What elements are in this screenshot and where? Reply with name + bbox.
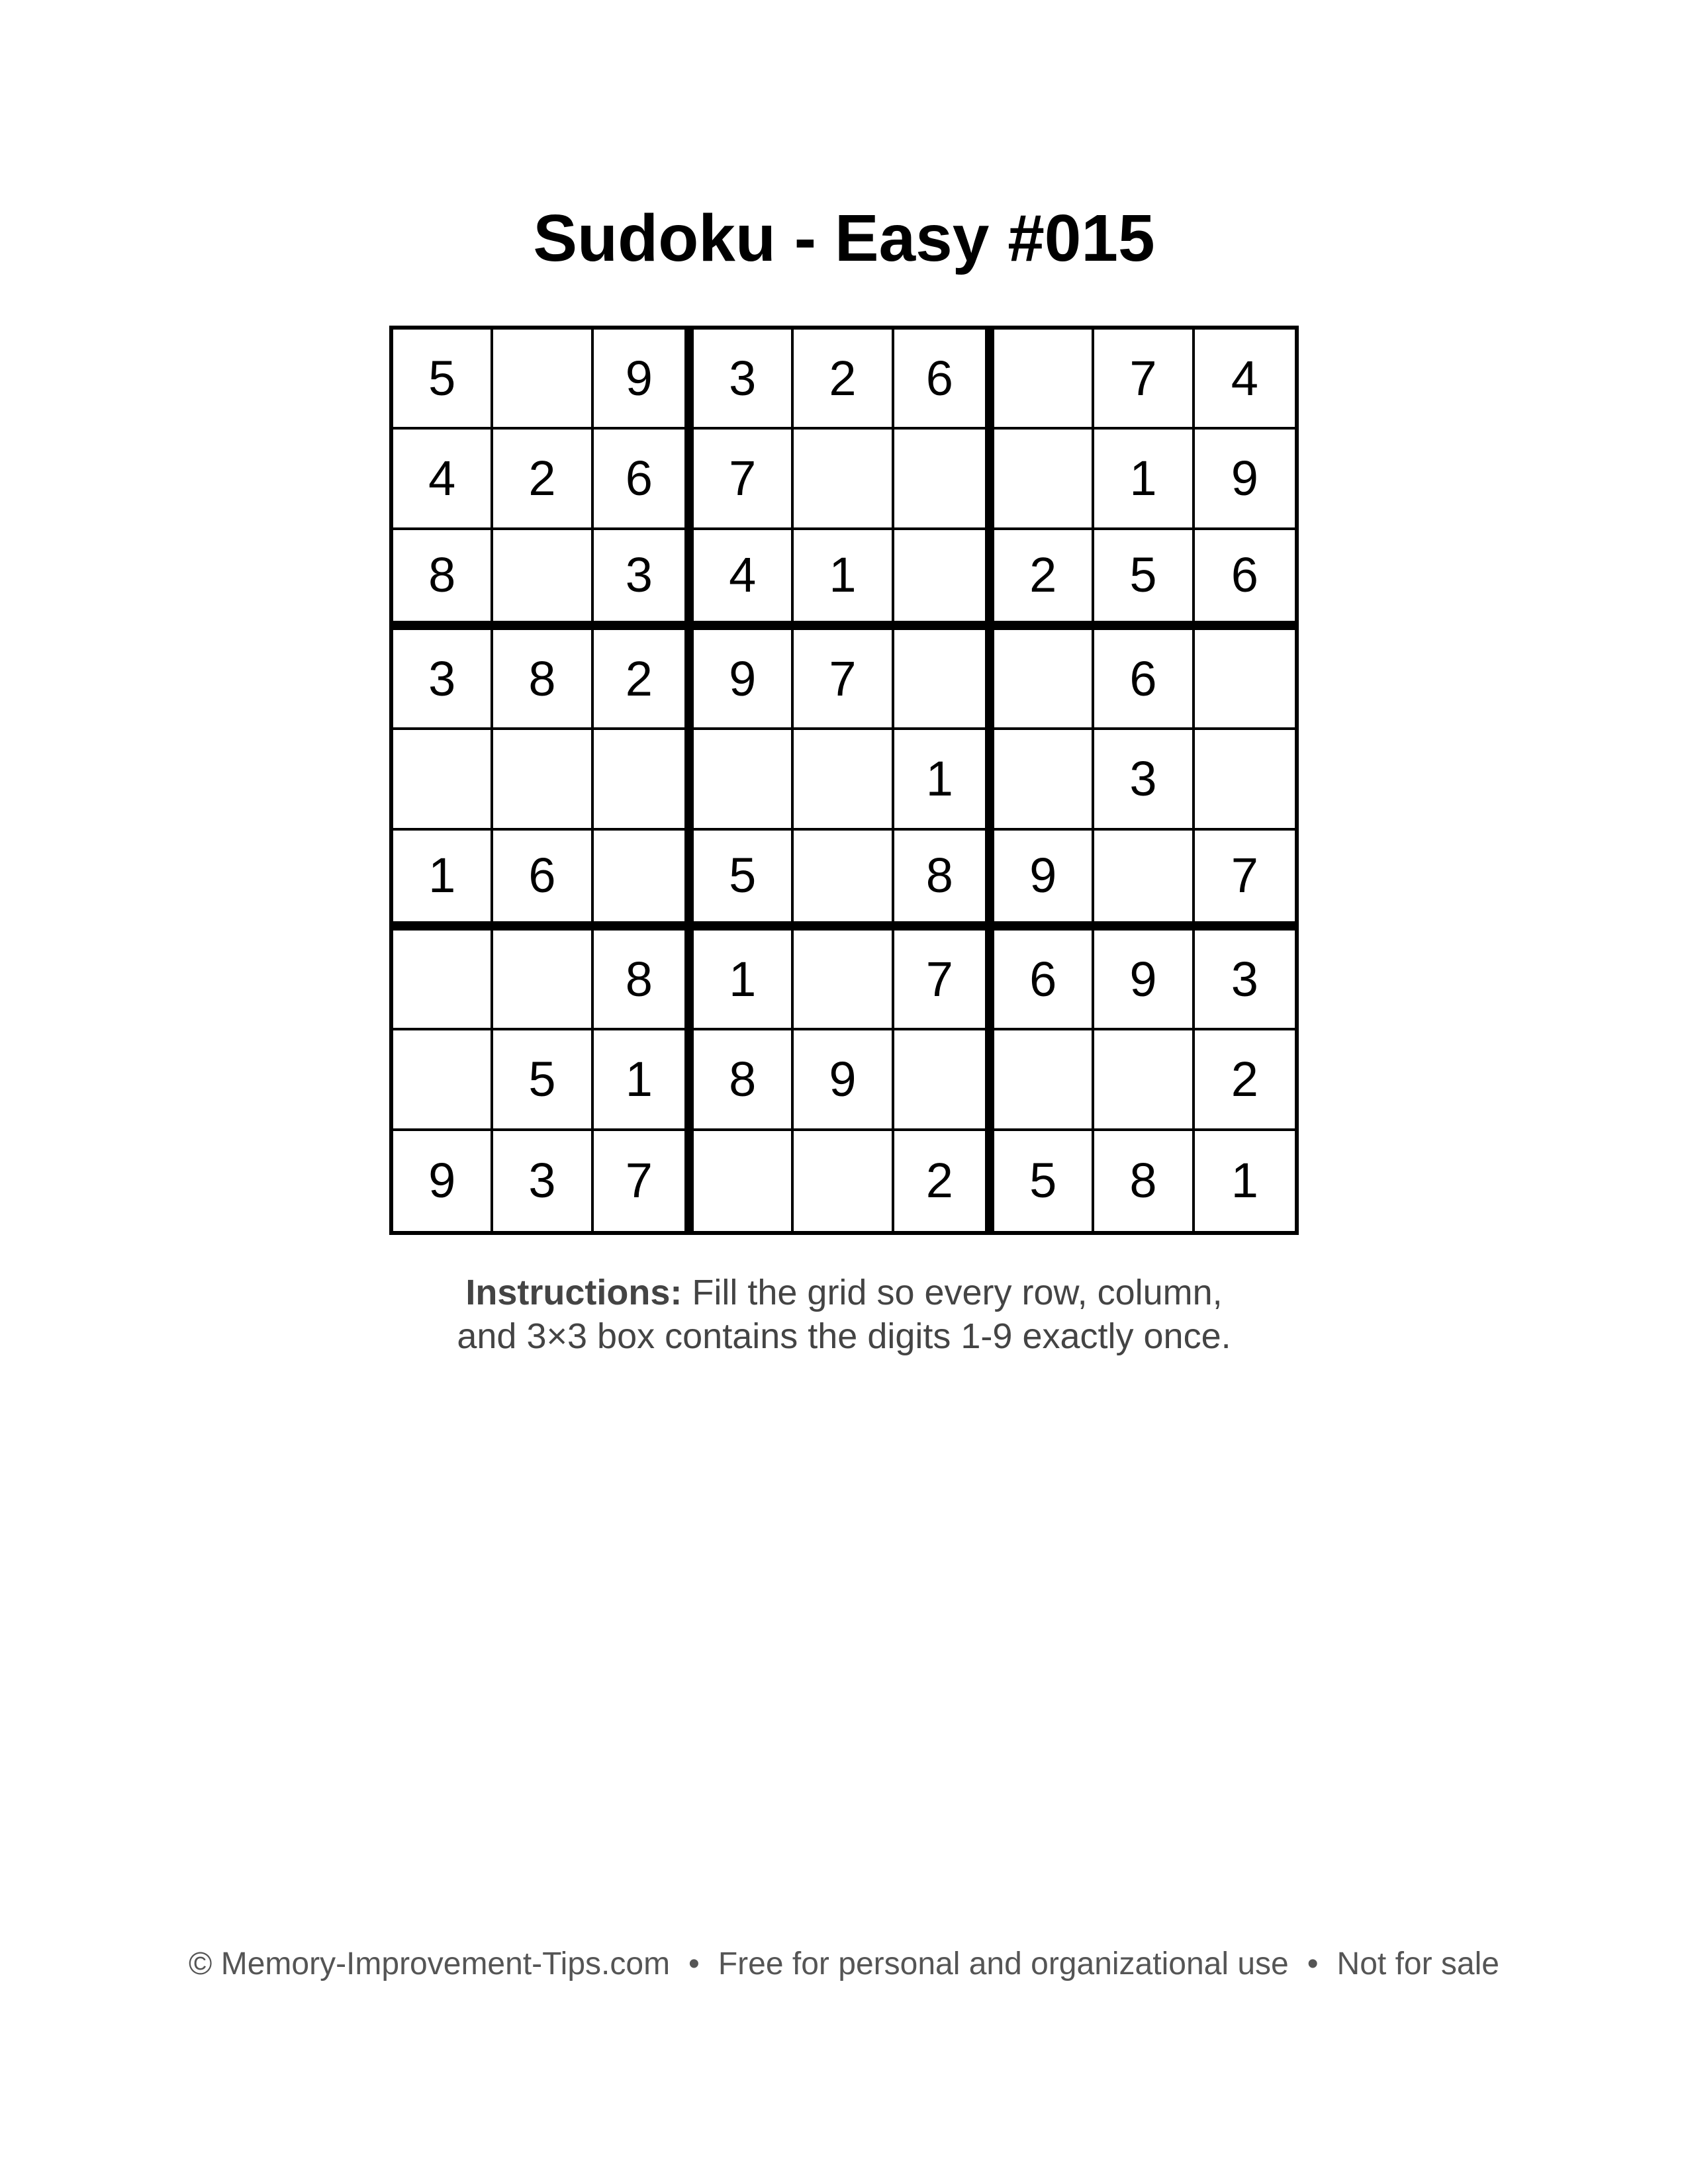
given-cell: 5	[393, 330, 493, 430]
empty-cell[interactable]	[493, 931, 593, 1030]
given-cell: 8	[594, 931, 694, 1030]
empty-cell[interactable]	[393, 730, 493, 830]
given-cell: 3	[393, 630, 493, 730]
given-cell: 6	[594, 430, 694, 529]
empty-cell[interactable]	[1094, 831, 1194, 931]
given-cell: 4	[694, 530, 794, 630]
given-cell: 2	[794, 330, 894, 430]
given-cell: 2	[894, 1131, 994, 1231]
footer-usage-note: Free for personal and organizational use	[718, 1946, 1289, 1981]
empty-cell[interactable]	[994, 630, 1094, 730]
footer-separator: •	[1307, 1946, 1319, 1981]
given-cell: 6	[493, 831, 593, 931]
footer-copyright: © Memory-Improvement-Tips.com	[189, 1946, 671, 1981]
given-cell: 5	[1094, 530, 1194, 630]
given-cell: 9	[694, 630, 794, 730]
given-cell: 2	[1195, 1030, 1295, 1130]
empty-cell[interactable]	[393, 1030, 493, 1130]
given-cell: 1	[393, 831, 493, 931]
given-cell: 8	[694, 1030, 794, 1130]
given-cell: 1	[1094, 430, 1194, 529]
empty-cell[interactable]	[994, 330, 1094, 430]
given-cell: 3	[594, 530, 694, 630]
given-cell: 9	[1195, 430, 1295, 529]
empty-cell[interactable]	[594, 831, 694, 931]
given-cell: 8	[493, 630, 593, 730]
given-cell: 1	[894, 730, 994, 830]
given-cell: 7	[1094, 330, 1194, 430]
instructions-text-line-2: and 3×3 box contains the digits 1-9 exactly once.	[457, 1316, 1231, 1356]
given-cell: 4	[393, 430, 493, 529]
given-cell: 9	[1094, 931, 1194, 1030]
empty-cell[interactable]	[794, 1131, 894, 1231]
given-cell: 3	[1094, 730, 1194, 830]
empty-cell[interactable]	[493, 530, 593, 630]
given-cell: 7	[594, 1131, 694, 1231]
given-cell: 6	[994, 931, 1094, 1030]
given-cell: 8	[894, 831, 994, 931]
given-cell: 9	[794, 1030, 894, 1130]
given-cell: 4	[1195, 330, 1295, 430]
empty-cell[interactable]	[794, 831, 894, 931]
empty-cell[interactable]	[994, 730, 1094, 830]
given-cell: 1	[694, 931, 794, 1030]
given-cell: 9	[393, 1131, 493, 1231]
given-cell: 5	[994, 1131, 1094, 1231]
given-cell: 3	[1195, 931, 1295, 1030]
given-cell: 1	[1231, 1153, 1258, 1208]
given-cell: 6	[894, 330, 994, 430]
empty-cell[interactable]	[694, 730, 794, 830]
empty-cell[interactable]	[1195, 630, 1295, 730]
page-title: Sudoku - Easy #015	[533, 201, 1155, 275]
instructions-label: Instructions:	[465, 1273, 682, 1312]
empty-cell[interactable]	[794, 931, 894, 1030]
instructions	[0, 1271, 1688, 1358]
empty-cell[interactable]	[894, 530, 994, 630]
given-cell: 7	[794, 630, 894, 730]
empty-cell[interactable]	[894, 1030, 994, 1130]
instructions-text-line-1: Fill the grid so every row, column,	[692, 1273, 1223, 1312]
empty-cell[interactable]	[393, 931, 493, 1030]
given-cell: 7	[894, 931, 994, 1030]
given-cell: 5	[694, 831, 794, 931]
empty-cell[interactable]	[493, 330, 593, 430]
empty-cell[interactable]	[794, 430, 894, 529]
given-cell: 2	[493, 430, 593, 529]
given-cell: 1	[594, 1030, 694, 1130]
empty-cell[interactable]	[694, 1131, 794, 1231]
empty-cell[interactable]	[794, 730, 894, 830]
given-cell: 3	[694, 330, 794, 430]
footer-separator: •	[688, 1946, 700, 1981]
empty-cell[interactable]	[1195, 730, 1295, 830]
given-cell: 3	[493, 1131, 593, 1231]
empty-cell[interactable]	[994, 430, 1094, 529]
empty-cell[interactable]	[994, 1030, 1094, 1130]
given-cell: 2	[594, 630, 694, 730]
given-cell: 7	[1195, 831, 1295, 931]
given-cell: 7	[694, 430, 794, 529]
given-cell: 9	[594, 330, 694, 430]
given-cell: 9	[994, 831, 1094, 931]
sudoku-grid	[389, 326, 1299, 1235]
empty-cell[interactable]	[894, 630, 994, 730]
empty-cell[interactable]	[1094, 1030, 1194, 1130]
given-cell: 2	[994, 530, 1094, 630]
empty-cell[interactable]	[594, 730, 694, 830]
given-cell: 8	[393, 530, 493, 630]
given-cell: 1	[794, 530, 894, 630]
footer	[0, 1944, 1688, 1984]
given-cell: 8	[1094, 1131, 1194, 1231]
given-cell: 6	[1094, 630, 1194, 730]
empty-cell[interactable]	[493, 730, 593, 830]
empty-cell[interactable]	[894, 430, 994, 529]
footer-sale-note: Not for sale	[1336, 1946, 1499, 1981]
given-cell: 6	[1195, 530, 1295, 630]
given-cell: 5	[493, 1030, 593, 1130]
